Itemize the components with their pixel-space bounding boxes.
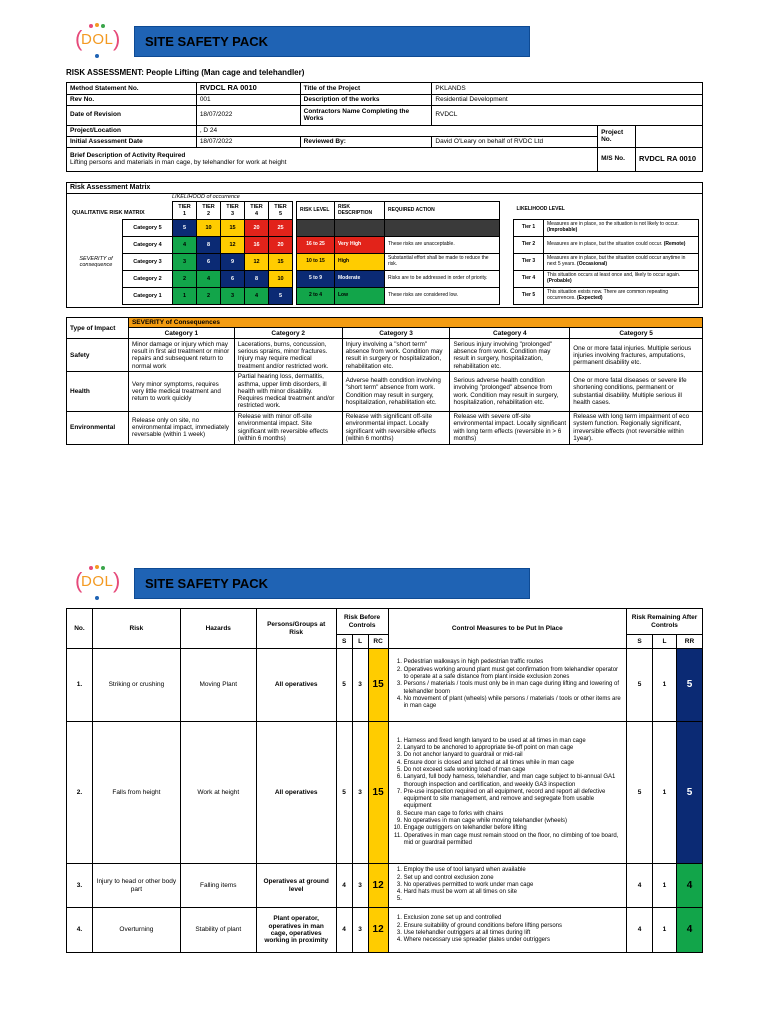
ms-no-value: RVDCL RA 0010 xyxy=(636,147,703,171)
risk-desc-value: High xyxy=(335,254,385,271)
col-l2: L xyxy=(653,635,677,649)
matrix-cell: 1 xyxy=(173,288,197,305)
initial-date-value: 18/07/2022 xyxy=(196,136,300,147)
project-location-label: Project/Location xyxy=(67,125,197,136)
matrix-cell: 16 xyxy=(245,237,269,254)
brief-cell xyxy=(67,147,598,171)
page-title-bar xyxy=(134,26,530,57)
risk-s-after: 5 xyxy=(627,649,653,722)
likelihood-tier: Tier 3 xyxy=(514,253,544,270)
risk-name: Injury to head or other body part xyxy=(92,864,180,908)
control-list xyxy=(392,659,623,710)
severity-category: Category 5 xyxy=(570,328,703,339)
matrix-cell: 2 xyxy=(173,271,197,288)
logo-bracket-right: ) xyxy=(113,26,121,51)
dol-logo xyxy=(75,22,123,60)
severity-cell: Release with long term impairment of eco system function. Regionally significant, irreversible effects (not reversible within 1year). xyxy=(570,411,703,444)
tier-header: TIER 1 xyxy=(173,202,197,220)
risk-no: 1. xyxy=(67,649,93,722)
risk-no: 2. xyxy=(67,722,93,864)
risk-desc-value: Moderate xyxy=(335,271,385,288)
risk-s-after: 4 xyxy=(627,864,653,908)
matrix-cell: 4 xyxy=(245,288,269,305)
matrix-category: Category 2 xyxy=(123,271,173,288)
likelihood-tier: Tier 2 xyxy=(514,236,544,253)
risk-l: 3 xyxy=(352,649,368,722)
risk-s: 4 xyxy=(336,864,352,908)
matrix-cell: 5 xyxy=(269,288,293,305)
risk-level-label: RISK LEVEL xyxy=(297,202,335,220)
type-impact-label: Type of Impact xyxy=(67,318,129,339)
contractors-value: RVDCL xyxy=(432,105,703,125)
likelihood-desc xyxy=(544,270,699,287)
risk-hazard: Stability of plant xyxy=(180,908,256,953)
severity-cell: Adverse health condition involving "short term" absence from work. Condition may result in surgery, hospitalization, rehabilitation etc. xyxy=(342,372,450,411)
risk-s: 4 xyxy=(336,908,352,953)
dol-logo xyxy=(75,564,123,602)
control-item: 3. Do not anchor lanyard to guardrail or mid-rail xyxy=(404,752,623,759)
matrix-cell: 10 xyxy=(197,220,221,237)
severity-label: SEVERITY of consequence xyxy=(79,256,113,268)
impact-type: Environmental xyxy=(67,411,129,444)
risk-s: 5 xyxy=(336,649,352,722)
risk-level-value: 5 to 9 xyxy=(297,271,335,288)
severity-cell: One or more fatal diseases or severe life shortening conditions, permanent or substantial disability. Multiple serious ill health cases. xyxy=(570,372,703,411)
severity-category: Category 2 xyxy=(234,328,342,339)
severity-table xyxy=(66,317,703,445)
risk-rc: 15 xyxy=(368,649,388,722)
ms-no-label: M/S No. xyxy=(598,147,636,171)
risk-hazard: Moving Plant xyxy=(180,649,256,722)
matrix-category: Category 4 xyxy=(123,237,173,254)
matrix-title: Risk Assessment Matrix xyxy=(70,184,151,191)
risk-row xyxy=(67,722,703,864)
logo-bracket-right: ) xyxy=(113,568,121,593)
likelihood-bold: (Probable) xyxy=(547,277,572,284)
logo-bracket-left: ( xyxy=(75,568,83,593)
matrix-cell: 15 xyxy=(221,220,245,237)
likelihood-tier: Tier 1 xyxy=(514,219,544,236)
risk-level-value: 2 to 4 xyxy=(297,288,335,305)
severity-cell: Very minor symptoms, requires very little medical treatment and return to work quickly xyxy=(128,372,234,411)
severity-cell: Release with significant off-site environmental impact. Locally significant with reversible effects (within 6 months) xyxy=(342,411,450,444)
desc-works-value: Residential Development xyxy=(432,94,703,105)
control-item: 5. Do not exceed safe working load of man cage xyxy=(404,767,623,774)
control-item: 3. No operatives permitted to work under man cage xyxy=(404,882,623,889)
likelihood-text: Measures are in place, so the situation is not likely to occur. xyxy=(547,220,679,227)
col-rc: RC xyxy=(368,635,388,649)
control-list xyxy=(392,915,623,944)
severity-cell: Release with minor off-site environmental impact. Site significant with reversible effects (within 6 months) xyxy=(234,411,342,444)
risk-persons: Operatives at ground level xyxy=(256,864,336,908)
matrix-cell: 8 xyxy=(197,237,221,254)
control-item: 7. Pre-use inspection required on all equipment, record and report all defective equipment to site management, and remove and segregate from usable equipment xyxy=(404,789,623,811)
risk-s-after: 5 xyxy=(627,722,653,864)
control-item: 4. Where necessary use spreader plates under outriggers xyxy=(404,937,623,944)
likelihood-tier: Tier 5 xyxy=(514,287,544,304)
control-item: 1. Employ the use of tool lanyard when available xyxy=(404,867,623,874)
matrix-cell: 20 xyxy=(269,237,293,254)
control-measures xyxy=(388,722,626,864)
likelihood-desc xyxy=(544,253,699,270)
logo-text: DOL xyxy=(81,573,114,590)
required-action-value: Substantial effort shall be made to reduce the risk. xyxy=(385,254,500,271)
matrix-cell: 4 xyxy=(173,237,197,254)
project-no-value xyxy=(636,125,703,147)
severity-cell: Partial hearing loss, dermatitis, asthma, upper limb disorders, ill health with minor disability. Requires medical treatment and/or restricted work. xyxy=(234,372,342,411)
matrix-cell: 3 xyxy=(221,288,245,305)
likelihood-label: LIKELIHOOD of occurrence xyxy=(172,194,240,200)
risk-s: 5 xyxy=(336,722,352,864)
risk-row xyxy=(67,649,703,722)
severity-cell: Serious adverse health condition involving "prolonged" absence from work. Condition may result in surgery, hospitalization, rehabilitation etc. xyxy=(450,372,570,411)
col-s: S xyxy=(336,635,352,649)
risk-control-table xyxy=(66,608,703,953)
risk-hazard: Work at height xyxy=(180,722,256,864)
control-item: 4. Hard hats must be worn at all times on site xyxy=(404,889,623,896)
control-item: 2. Operatives working around plant must get confirmation from telehandler operator to operate at a safe distance from plant inside exclusion zones xyxy=(404,667,623,682)
control-list xyxy=(392,738,623,848)
rev-label: Rev No. xyxy=(67,94,197,105)
likelihood-bold: (Expected) xyxy=(577,294,603,301)
risk-s-after: 4 xyxy=(627,908,653,953)
risk-assessment-title: RISK ASSESSMENT: People Lifting (Man cage and telehandler) xyxy=(66,68,305,77)
matrix-cell: 2 xyxy=(197,288,221,305)
reviewed-by-value: David O'Leary on behalf of RVDC Ltd xyxy=(432,136,598,147)
severity-category: Category 3 xyxy=(342,328,450,339)
risk-name: Overturning xyxy=(92,908,180,953)
severity-cell: Lacerations, burns, concussion, serious sprains, minor fractures. Injury may require medical treatment and/or restricted work. xyxy=(234,339,342,372)
risk-l: 3 xyxy=(352,908,368,953)
likelihood-desc xyxy=(544,287,699,304)
risk-rc: 12 xyxy=(368,908,388,953)
col-after: Risk Remaining After Controls xyxy=(627,609,703,635)
date-rev-value: 18/07/2022 xyxy=(196,105,300,125)
tier-header: TIER 2 xyxy=(197,202,221,220)
matrix-cell: 9 xyxy=(221,254,245,271)
control-item: 3. Use telehandler outriggers at all times during lift xyxy=(404,930,623,937)
control-item: 3. Persons / materials / tools must only be in man cage during lifting and lowering of telehandler boom xyxy=(404,681,623,696)
matrix-cell: 6 xyxy=(221,271,245,288)
severity-category: Category 4 xyxy=(450,328,570,339)
method-statement-value: RVDCL RA 0010 xyxy=(196,83,300,95)
col-before: Risk Before Controls xyxy=(336,609,388,635)
risk-l-after: 1 xyxy=(653,864,677,908)
risk-persons: All operatives xyxy=(256,722,336,864)
risk-persons: Plant operator, operatives in man cage, operatives working in proximity xyxy=(256,908,336,953)
risk-rc: 15 xyxy=(368,722,388,864)
risk-no: 4. xyxy=(67,908,93,953)
control-item: 11. Operatives in man cage must remain stood on the floor, no climbing of toe board, mid or guardrail permitted xyxy=(404,833,623,848)
col-no: No. xyxy=(67,609,93,649)
col-risk: Risk xyxy=(92,609,180,649)
severity-category: Category 1 xyxy=(128,328,234,339)
likelihood-desc xyxy=(544,219,699,236)
logo-text: DOL xyxy=(81,31,114,48)
title-project-label: Title of the Project xyxy=(300,83,432,95)
risk-name: Striking or crushing xyxy=(92,649,180,722)
matrix-cell: 15 xyxy=(269,254,293,271)
matrix-category: Category 1 xyxy=(123,288,173,305)
control-list xyxy=(392,867,623,904)
severity-header: SEVERITY of Consequences xyxy=(128,318,702,328)
desc-works-label: Description of the works xyxy=(300,94,432,105)
required-action-label: REQUIRED ACTION xyxy=(385,202,500,220)
contractors-label: Contractors Name Completing the Works xyxy=(300,105,432,125)
col-controls: Control Measures to be Put In Place xyxy=(388,609,626,649)
matrix-category: Category 3 xyxy=(123,254,173,271)
severity-cell: Release with severe off-site environmental impact. Locally significant with long term effects (reversible in > 6 months) xyxy=(450,411,570,444)
required-action-value: Risks are to be addressed in order of priority. xyxy=(385,271,500,288)
matrix-cell: 5 xyxy=(173,220,197,237)
likelihood-tier: Tier 4 xyxy=(514,270,544,287)
col-rr: RR xyxy=(676,635,702,649)
risk-level-value: 10 to 15 xyxy=(297,254,335,271)
severity-cell: Minor damage or injury which may result in first aid treatment or minor repairs and subsequent return to normal work xyxy=(128,339,234,372)
control-item: 1. Pedestrian walkways in high pedestrian traffic routes xyxy=(404,659,623,666)
control-item: 1. Harness and fixed length lanyard to be used at all times in man cage xyxy=(404,738,623,745)
required-action-value: These risks are considered low. xyxy=(385,288,500,305)
control-measures xyxy=(388,908,626,953)
likelihood-desc xyxy=(544,236,699,253)
impact-type: Safety xyxy=(67,339,129,372)
risk-l-after: 1 xyxy=(653,722,677,864)
control-measures xyxy=(388,649,626,722)
risk-name: Falls from height xyxy=(92,722,180,864)
tier-header: TIER 4 xyxy=(245,202,269,220)
matrix-cell: 10 xyxy=(269,271,293,288)
initial-date-label: Initial Assessment Date xyxy=(67,136,197,147)
risk-row xyxy=(67,864,703,908)
risk-rr: 4 xyxy=(676,864,702,908)
project-no-label: Project No. xyxy=(598,125,636,147)
matrix-cell: 25 xyxy=(269,220,293,237)
risk-l: 3 xyxy=(352,722,368,864)
risk-row xyxy=(67,908,703,953)
rev-value: 001 xyxy=(196,94,300,105)
reviewed-by-label: Reviewed By: xyxy=(300,136,432,147)
control-item: 4. No movement of plant (wheels) while persons / materials / tools or other items are in man cage xyxy=(404,696,623,711)
severity-cell: Serious injury involving "prolonged" absence from work. Condition may result in surgery, hospitalization, rehabilitation etc. xyxy=(450,339,570,372)
matrix-category: Category 5 xyxy=(123,220,173,237)
likelihood-bold: (Improbable) xyxy=(547,226,578,233)
control-item: 2. Ensure suitability of ground conditions before lifting persons xyxy=(404,923,623,930)
qual-matrix-label: QUALITATIVE RISK MATRIX xyxy=(72,210,145,216)
page-title: SITE SAFETY PACK xyxy=(145,576,269,591)
col-hazards: Hazards xyxy=(180,609,256,649)
matrix-cell: 4 xyxy=(197,271,221,288)
risk-l: 3 xyxy=(352,864,368,908)
risk-rr: 4 xyxy=(676,908,702,953)
risk-level-table xyxy=(296,201,500,305)
matrix-cell: 20 xyxy=(245,220,269,237)
logo-bracket-left: ( xyxy=(75,26,83,51)
risk-level-value: 16 to 25 xyxy=(297,237,335,254)
method-statement-label: Method Statement No. xyxy=(67,83,197,95)
likelihood-text: Measures are in place, but the situation could occur. xyxy=(547,240,663,247)
control-measures xyxy=(388,864,626,908)
risk-rc: 12 xyxy=(368,864,388,908)
risk-desc-value: Low xyxy=(335,288,385,305)
info-table xyxy=(66,82,703,172)
page-title: SITE SAFETY PACK xyxy=(145,34,269,49)
control-item xyxy=(404,896,623,903)
risk-no: 3. xyxy=(67,864,93,908)
col-l: L xyxy=(352,635,368,649)
matrix-cell: 12 xyxy=(245,254,269,271)
likelihood-text: Measures are in place, but the situation could occur anytime in next 5 years. xyxy=(547,254,686,267)
risk-desc-value: Very High xyxy=(335,237,385,254)
tier-header: TIER 5 xyxy=(269,202,293,220)
likelihood-level-label: LIKELIHOOD LEVEL xyxy=(516,205,565,212)
control-item: 4. Ensure door is closed and latched at all times while in man cage xyxy=(404,760,623,767)
likelihood-bold: (Remote) xyxy=(663,240,686,247)
risk-hazard: Falling items xyxy=(180,864,256,908)
risk-l-after: 1 xyxy=(653,649,677,722)
likelihood-bold: (Occasional) xyxy=(577,260,608,267)
risk-l-after: 1 xyxy=(653,908,677,953)
page-title-bar xyxy=(134,568,530,599)
project-location-value: , D 24 xyxy=(196,125,597,136)
likelihood-text: This situation occurs at least once and, likely to occur again. xyxy=(547,271,681,278)
matrix-cell: 6 xyxy=(197,254,221,271)
brief-label: Brief Description of Activity Required xyxy=(70,151,186,159)
col-s2: S xyxy=(627,635,653,649)
control-item: 2. Lanyard to be anchored to appropriate tie-off point on man cage xyxy=(404,745,623,752)
severity-cell: One or more fatal injuries. Multiple serious injuries involving fractures, amputations, permanent disability etc. xyxy=(570,339,703,372)
tier-header: TIER 3 xyxy=(221,202,245,220)
matrix-cell: 3 xyxy=(173,254,197,271)
likelihood-text: This situation exists now. There are common repeating occurrences. xyxy=(547,288,669,301)
control-item: 8. Secure man cage to forks with chains xyxy=(404,811,623,818)
title-project-value: PKLANDS xyxy=(432,83,703,95)
required-action-value: These risks are unacceptable. xyxy=(385,237,500,254)
matrix-cell: 12 xyxy=(221,237,245,254)
date-rev-label: Date of Revision xyxy=(67,105,197,125)
risk-persons: All operatives xyxy=(256,649,336,722)
control-item: 9. No operatives in man cage while moving telehandler (wheels) xyxy=(404,818,623,825)
severity-cell: Injury involving a "short term" absence from work. Condition may result in surgery or hospitalization, rehabilitation etc. xyxy=(342,339,450,372)
matrix-grid xyxy=(122,201,293,305)
likelihood-table xyxy=(513,201,699,305)
col-persons: Persons/Groups at Risk xyxy=(256,609,336,649)
brief-value: Lifting persons and materials in man cage, by telehandler for work at height xyxy=(70,159,287,167)
impact-type: Health xyxy=(67,372,129,411)
control-item: 1. Exclusion zone set up and controlled xyxy=(404,915,623,922)
control-item: 10. Engage outriggers on telehandler before lifting xyxy=(404,825,623,832)
risk-rr: 5 xyxy=(676,722,702,864)
risk-desc-label: RISK DESCRIPTION xyxy=(335,202,385,220)
severity-cell: Release only on site, no environmental impact, immediately reversable (within 1 week) xyxy=(128,411,234,444)
control-item: 2. Set up and control exclusion zone xyxy=(404,875,623,882)
matrix-cell: 8 xyxy=(245,271,269,288)
risk-rr: 5 xyxy=(676,649,702,722)
control-item: 6. Lanyard, full body harness, telehandler, and man cage subject to bi-annual GA1 thorough inspection and certification, and weekly GA3 inspection xyxy=(404,774,623,789)
